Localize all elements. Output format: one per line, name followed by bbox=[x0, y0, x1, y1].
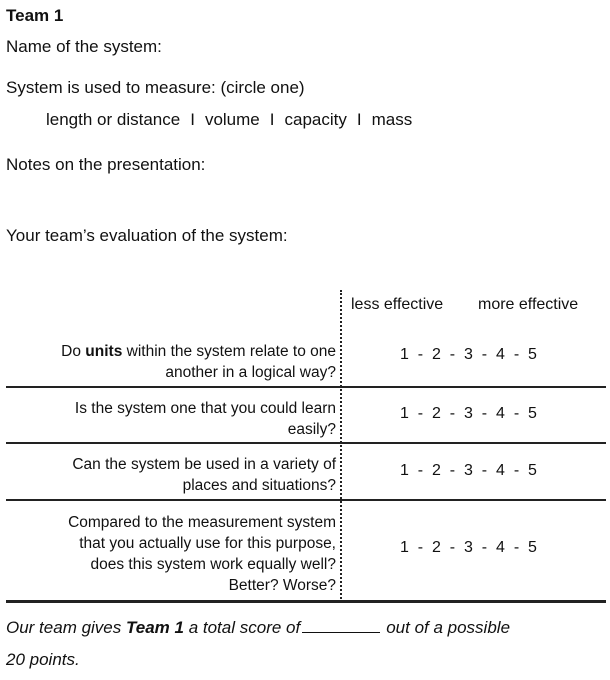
option-length[interactable]: length or distance bbox=[46, 110, 181, 129]
footer-text: 20 points. bbox=[6, 650, 80, 669]
row-divider bbox=[6, 386, 606, 388]
page-title: Team 1 bbox=[6, 6, 64, 25]
footer-text: a total score of bbox=[188, 618, 301, 637]
row-divider bbox=[6, 600, 606, 603]
row-divider bbox=[6, 499, 606, 501]
question-line: Better? Worse? bbox=[228, 577, 336, 594]
option-mass[interactable]: mass bbox=[371, 110, 413, 129]
question-text bbox=[68, 512, 336, 596]
option-capacity[interactable]: capacity bbox=[284, 110, 347, 129]
system-name-label: Name of the system: bbox=[6, 37, 162, 56]
header-less-effective: less effective bbox=[351, 296, 444, 313]
question-line: Can the system be used in a variety of bbox=[72, 456, 336, 473]
footer-text: out of a possible bbox=[386, 618, 511, 637]
separator: I bbox=[356, 110, 362, 129]
rating-scale[interactable]: 1 - 2 - 3 - 4 - 5 bbox=[400, 346, 537, 363]
option-volume[interactable]: volume bbox=[204, 110, 260, 129]
rating-scale[interactable]: 1 - 2 - 3 - 4 - 5 bbox=[400, 405, 537, 422]
question-line: easily? bbox=[287, 421, 336, 438]
footer-text: Our team gives bbox=[6, 618, 122, 637]
notes-label: Notes on the presentation: bbox=[6, 155, 206, 174]
question-line: Compared to the measurement system bbox=[68, 514, 336, 531]
score-blank[interactable] bbox=[302, 618, 380, 633]
header-more-effective: more effective bbox=[478, 296, 579, 313]
footer-score-line bbox=[6, 612, 510, 676]
question-line: Is the system one that you could learn bbox=[74, 400, 336, 417]
question-line: places and situations? bbox=[182, 477, 336, 494]
question-line: another in a logical way? bbox=[165, 364, 336, 381]
separator: I bbox=[190, 110, 195, 129]
column-divider bbox=[340, 290, 342, 602]
evaluation-label: Your team’s evaluation of the system: bbox=[6, 226, 288, 245]
question-line: Do units within the system relate to one bbox=[61, 343, 336, 360]
footer-team: Team 1 bbox=[126, 618, 184, 637]
measure-options bbox=[46, 110, 412, 130]
question-line: does this system work equally well? bbox=[90, 556, 336, 573]
rating-scale[interactable]: 1 - 2 - 3 - 4 - 5 bbox=[400, 462, 537, 479]
question-text bbox=[75, 398, 336, 440]
question-text bbox=[72, 454, 336, 496]
measure-label: System is used to measure: (circle one) bbox=[6, 78, 305, 97]
separator: I bbox=[269, 110, 275, 129]
row-divider bbox=[6, 442, 606, 444]
question-line: that you actually use for this purpose, bbox=[79, 535, 336, 552]
question-text bbox=[61, 341, 336, 383]
rating-scale[interactable]: 1 - 2 - 3 - 4 - 5 bbox=[400, 539, 537, 556]
